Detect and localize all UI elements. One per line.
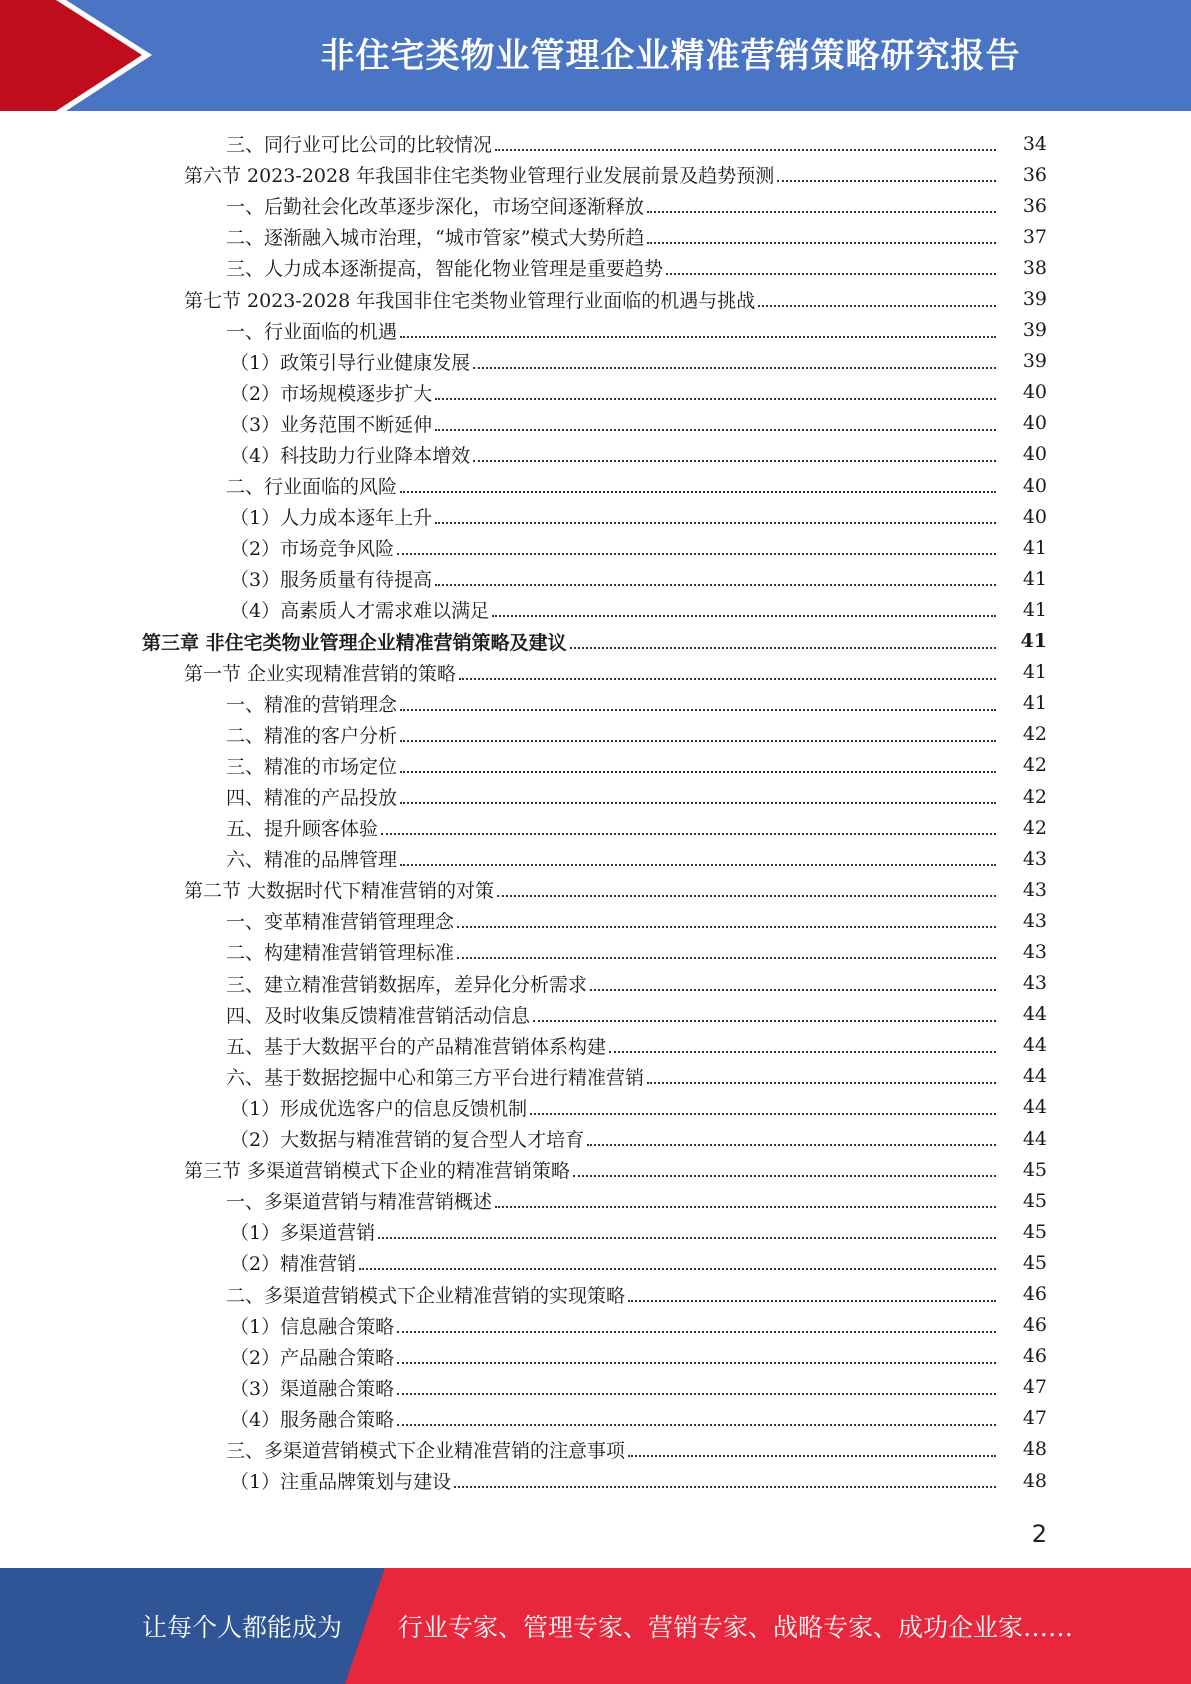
footer-slogan-right: 行业专家、管理专家、营销专家、战略专家、成功企业家…… [398, 1613, 1074, 1642]
toc-entry-page: 47 [1022, 1376, 1047, 1399]
toc-entry-page: 43 [1022, 847, 1047, 870]
toc-entry-page: 40 [1022, 474, 1047, 497]
toc-entry-page: 48 [1022, 1438, 1047, 1461]
toc-entry-title: （2）产品融合策略 [230, 1346, 395, 1369]
toc-entry-page: 41 [1022, 536, 1047, 559]
toc-dot-leader [758, 304, 996, 307]
toc-entry-page: 36 [1022, 194, 1047, 217]
toc-entry[interactable] [0, 750, 1191, 781]
toc-entry[interactable] [0, 968, 1191, 999]
toc-entry-page: 47 [1022, 1407, 1047, 1430]
toc-entry-page: 42 [1022, 816, 1047, 839]
toc-dot-leader [609, 1050, 996, 1053]
toc-entry-page: 39 [1022, 350, 1047, 373]
toc-dot-leader [492, 614, 996, 617]
toc-dot-leader [400, 739, 996, 742]
toc-entry-title: 四、精准的产品投放 [226, 787, 398, 810]
toc-entry-title: 第六节 2023-2028 年我国非住宅类物业管理行业发展前景及趋势预测 [184, 165, 775, 188]
toc-entry-page: 41 [1022, 567, 1047, 590]
toc-entry[interactable] [0, 439, 1191, 470]
toc-entry-page: 45 [1022, 1251, 1047, 1274]
toc-entry-title: 一、后勤社会化改革逐步深化，市场空间逐渐释放 [226, 196, 645, 219]
toc-entry-page: 45 [1022, 1220, 1047, 1243]
toc-entry-page: 41 [1022, 661, 1047, 684]
toc-entry-title: （3）服务质量有待提高 [230, 569, 433, 592]
toc-dot-leader [435, 428, 996, 431]
toc-entry-title: 第三节 多渠道营销模式下企业的精准营销策略 [184, 1160, 571, 1183]
toc-entry-title: 二、精准的客户分析 [226, 724, 398, 747]
toc-entry[interactable] [0, 719, 1191, 750]
header-red-chevron [0, 0, 142, 111]
toc-entry-title: （2）市场竞争风险 [230, 538, 395, 561]
toc-entry-title: （1）多渠道营销 [230, 1222, 376, 1245]
toc-entry-title: （1）政策引导行业健康发展 [230, 351, 471, 374]
toc-entry-page: 37 [1022, 225, 1047, 248]
toc-entry-page: 43 [1022, 940, 1047, 963]
toc-entry[interactable] [0, 408, 1191, 439]
toc-entry-title: （4）科技助力行业降本增效 [230, 444, 471, 467]
toc-entry[interactable] [0, 377, 1191, 408]
toc-entry-page: 42 [1022, 785, 1047, 808]
toc-entry[interactable] [0, 843, 1191, 874]
toc-entry-page: 41 [1022, 692, 1047, 715]
toc-dot-leader [378, 1236, 996, 1239]
toc-dot-leader [628, 1299, 996, 1302]
toc-entry[interactable] [0, 905, 1191, 936]
toc-entry-page: 43 [1022, 972, 1047, 995]
toc-dot-leader [473, 366, 996, 369]
toc-entry-title: 第一节 企业实现精准营销的策略 [184, 662, 457, 685]
page-number: 2 [1031, 1520, 1047, 1548]
toc-entry-title: 一、行业面临的机遇 [226, 320, 398, 343]
toc-dot-leader [397, 1423, 996, 1426]
toc-entry-title: （1）形成优选客户的信息反馈机制 [230, 1097, 528, 1120]
toc-dot-leader [435, 583, 996, 586]
toc-entry-page: 45 [1022, 1158, 1047, 1181]
toc-entry-page: 42 [1022, 723, 1047, 746]
toc-entry-page: 39 [1022, 288, 1047, 311]
toc-entry-title: 第七节 2023-2028 年我国非住宅类物业管理行业面临的机遇与挑战 [184, 289, 756, 312]
toc-entry-page: 44 [1022, 1065, 1047, 1088]
toc-entry[interactable] [0, 1278, 1191, 1309]
toc-entry-title: 一、多渠道营销与精准营销概述 [226, 1191, 493, 1214]
toc-entry[interactable] [0, 1030, 1191, 1061]
toc-entry-page: 44 [1022, 1127, 1047, 1150]
toc-entry[interactable] [0, 1310, 1191, 1341]
toc-entry[interactable] [0, 283, 1191, 314]
toc-entry-page: 43 [1022, 878, 1047, 901]
toc-entry-title: 五、提升顾客体验 [226, 818, 379, 841]
toc-dot-leader [647, 210, 996, 213]
toc-entry-title: 第二节 大数据时代下精准营销的对策 [184, 880, 495, 903]
toc-entry-page: 44 [1022, 1096, 1047, 1119]
toc-dot-leader [435, 397, 996, 400]
toc-entry-title: 二、构建精准营销管理标准 [226, 942, 455, 965]
toc-entry[interactable] [0, 874, 1191, 905]
footer-slogan-left: 让每个人都能成为 [142, 1613, 343, 1642]
toc-dot-leader [397, 1330, 996, 1333]
toc-entry-title: 一、精准的营销理念 [226, 693, 398, 716]
toc-entry-page: 40 [1022, 381, 1047, 404]
toc-entry[interactable] [0, 1216, 1191, 1247]
toc-dot-leader [400, 770, 996, 773]
toc-entry-page: 46 [1022, 1283, 1047, 1306]
toc-entry[interactable] [0, 657, 1191, 688]
toc-dot-leader [473, 459, 996, 462]
toc-dot-leader [359, 1267, 996, 1270]
toc-dot-leader [533, 1019, 996, 1022]
toc-entry[interactable] [0, 594, 1191, 625]
toc-entry-title: （1）信息融合策略 [230, 1315, 395, 1338]
toc-dot-leader [590, 988, 996, 991]
toc-entry[interactable] [0, 999, 1191, 1030]
toc-entry[interactable] [0, 1465, 1191, 1496]
toc-entry-page: 48 [1022, 1469, 1047, 1492]
toc-entry[interactable] [0, 1185, 1191, 1216]
toc-dot-leader [400, 801, 996, 804]
page-footer [0, 1568, 1191, 1684]
toc-entry-page: 40 [1022, 443, 1047, 466]
toc-dot-leader [457, 956, 996, 959]
toc-entry[interactable] [0, 1341, 1191, 1372]
toc-entry-page: 46 [1022, 1345, 1047, 1368]
toc-dot-leader [459, 677, 996, 680]
toc-entry-title: 五、基于大数据平台的产品精准营销体系构建 [226, 1035, 607, 1058]
toc-entry-title: 二、行业面临的风险 [226, 476, 398, 499]
toc-dot-leader [397, 1392, 996, 1395]
toc-entry[interactable] [0, 128, 1191, 159]
toc-entry-title: （1）人力成本逐年上升 [230, 507, 433, 530]
toc-entry-title: 四、及时收集反馈精准营销活动信息 [226, 1004, 531, 1027]
toc-entry[interactable] [0, 1154, 1191, 1185]
toc-entry[interactable] [0, 781, 1191, 812]
toc-entry-title: 三、建立精准营销数据库，差异化分析需求 [226, 973, 588, 996]
toc-dot-leader [666, 272, 996, 275]
toc-entry-title: （2）精准营销 [230, 1253, 357, 1276]
toc-dot-leader [397, 552, 996, 555]
toc-entry[interactable] [0, 1434, 1191, 1465]
toc-entry[interactable] [0, 159, 1191, 190]
toc-dot-leader [397, 1361, 996, 1364]
toc-dot-leader [495, 148, 996, 151]
toc-entry-page: 40 [1022, 412, 1047, 435]
toc-entry-page: 41 [1020, 630, 1047, 653]
toc-entry-title: （3）渠道融合策略 [230, 1377, 395, 1400]
toc-entry-title: 二、逐渐融入城市治理，“城市管家”模式大势所趋 [226, 227, 645, 250]
toc-entry[interactable] [0, 1403, 1191, 1434]
toc-entry[interactable] [0, 1372, 1191, 1403]
toc-entry-title: （4）服务融合策略 [230, 1408, 395, 1431]
toc-entry-title: 三、同行业可比公司的比较情况 [226, 134, 493, 157]
toc-entry-title: （2）大数据与精准营销的复合型人才培育 [230, 1129, 585, 1152]
table-of-contents [0, 128, 1191, 1496]
toc-dot-leader [647, 1081, 996, 1084]
toc-entry-page: 38 [1022, 256, 1047, 279]
toc-entry[interactable] [0, 190, 1191, 221]
toc-entry-page: 44 [1022, 1034, 1047, 1057]
toc-dot-leader [495, 1205, 996, 1208]
toc-entry[interactable] [0, 532, 1191, 563]
toc-entry-title: （2）市场规模逐步扩大 [230, 382, 433, 405]
toc-dot-leader [400, 490, 996, 493]
toc-entry-page: 43 [1022, 909, 1047, 932]
toc-dot-leader [400, 863, 996, 866]
toc-entry-title: 三、精准的市场定位 [226, 755, 398, 778]
toc-dot-leader [573, 1174, 996, 1177]
toc-entry[interactable] [0, 688, 1191, 719]
toc-entry-title: 第三章 非住宅类物业管理企业精准营销策略及建议 [142, 631, 567, 654]
toc-entry-title: 六、基于数据挖掘中心和第三方平台进行精准营销 [226, 1066, 645, 1089]
toc-entry[interactable] [0, 1247, 1191, 1278]
toc-entry[interactable] [0, 315, 1191, 346]
page-header [0, 0, 1191, 111]
toc-dot-leader [570, 646, 996, 649]
toc-dot-leader [777, 179, 996, 182]
toc-entry[interactable] [0, 221, 1191, 252]
toc-dot-leader [530, 1112, 996, 1115]
toc-entry-title: 六、精准的品牌管理 [226, 849, 398, 872]
toc-entry-page: 44 [1022, 1003, 1047, 1026]
toc-dot-leader [587, 1143, 996, 1146]
toc-dot-leader [454, 1485, 996, 1488]
toc-entry-title: 一、变革精准营销管理理念 [226, 911, 455, 934]
toc-entry-page: 42 [1022, 754, 1047, 777]
toc-entry-page: 36 [1022, 163, 1047, 186]
toc-entry-page: 46 [1022, 1314, 1047, 1337]
report-title: 非住宅类物业管理企业精准营销策略研究报告 [320, 36, 1021, 76]
toc-entry-title: （4）高素质人才需求难以满足 [230, 600, 490, 623]
toc-entry-page: 41 [1022, 598, 1047, 621]
toc-entry[interactable] [0, 501, 1191, 532]
toc-entry-page: 45 [1022, 1189, 1047, 1212]
toc-entry-page: 40 [1022, 505, 1047, 528]
toc-dot-leader [647, 241, 996, 244]
toc-entry-title: （1）注重品牌策划与建设 [230, 1471, 452, 1494]
toc-entry[interactable] [0, 1061, 1191, 1092]
toc-entry[interactable] [0, 1123, 1191, 1154]
toc-entry[interactable] [0, 346, 1191, 377]
toc-entry-title: （3）业务范围不断延伸 [230, 413, 433, 436]
toc-dot-leader [497, 894, 996, 897]
toc-entry[interactable] [0, 563, 1191, 594]
toc-dot-leader [435, 521, 996, 524]
toc-entry[interactable] [0, 936, 1191, 967]
toc-entry[interactable] [0, 252, 1191, 283]
toc-entry[interactable] [0, 812, 1191, 843]
toc-dot-leader [400, 335, 996, 338]
toc-entry-page: 39 [1022, 319, 1047, 342]
toc-dot-leader [400, 708, 996, 711]
toc-entry-title: 二、多渠道营销模式下企业精准营销的实现策略 [226, 1284, 626, 1307]
toc-dot-leader [628, 1454, 996, 1457]
toc-dot-leader [457, 925, 996, 928]
toc-entry-title: 三、人力成本逐渐提高，智能化物业管理是重要趋势 [226, 258, 664, 281]
toc-entry[interactable] [0, 626, 1191, 657]
toc-entry[interactable] [0, 1092, 1191, 1123]
toc-entry-page: 34 [1022, 132, 1047, 155]
toc-dot-leader [381, 832, 996, 835]
toc-entry-title: 三、多渠道营销模式下企业精准营销的注意事项 [226, 1439, 626, 1462]
toc-entry[interactable] [0, 470, 1191, 501]
